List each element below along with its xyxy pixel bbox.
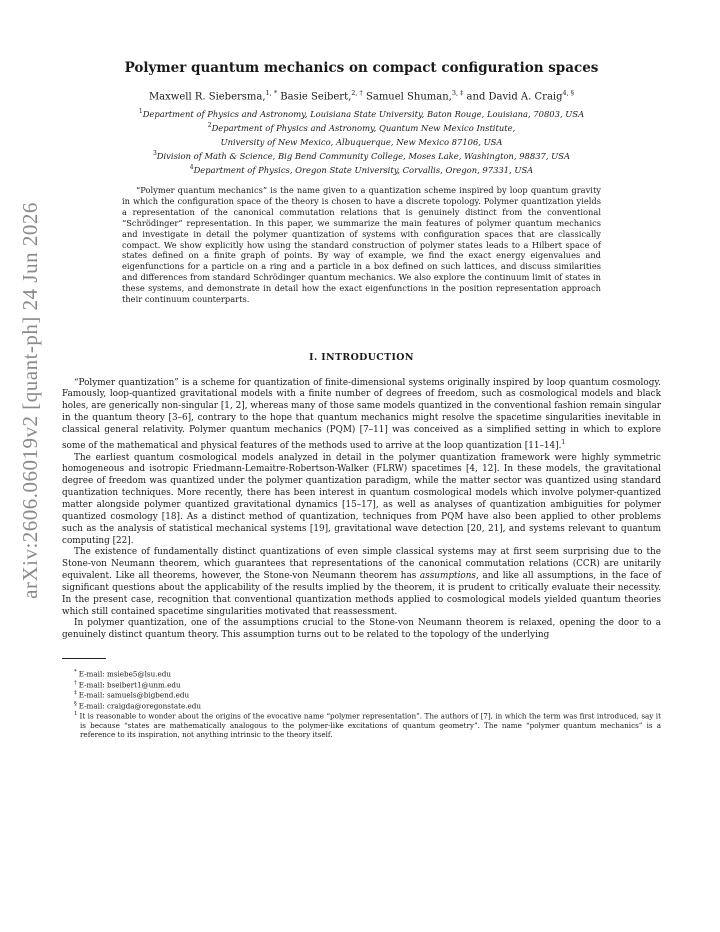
paragraph-text: The existence of fundamentally distinct quantizations of even simple classical systems may at first seem surprising due to the Stone-von Neumann theorem, which guarantees that representations of the canonical commutation relations (CCR) are unitarily equivalent. Like all theorems, however, the Stone-von Neumann theorem has (62, 547, 661, 582)
section-heading-introduction: I. INTRODUCTION (309, 351, 414, 363)
arxiv-identifier: arXiv:2606.06019v2 [quant-ph] 24 Jun 2026 (17, 201, 42, 599)
author-name: Basie Seibert, (280, 91, 352, 103)
affiliation (62, 120, 661, 134)
footnote-text: E-mail: samuels@bigbend.edu (78, 690, 190, 700)
footnote-reference: 1 (561, 438, 566, 446)
affiliation-text: Division of Math & Science, Big Bend Community College, Moses Lake, Washington, 98837, USA (156, 150, 571, 161)
paper-page (62, 60, 661, 739)
affiliation-text: Department of Physics and Astronomy, Louisiana State University, Baton Rouge, Louisiana, 70803, USA (142, 109, 585, 120)
author-mark: 3, ‡ (451, 89, 464, 97)
footnote (62, 668, 661, 679)
footnote-text: E-mail: craigda@oregonstate.edu (78, 701, 202, 711)
author-mark: 2, † (351, 89, 363, 97)
affiliation-text: Department of Physics and Astronomy, Quantum New Mexico Institute, (211, 122, 516, 133)
affiliation-mark: 4 (189, 163, 194, 171)
affiliation (62, 134, 661, 148)
footnote-mark: * (74, 669, 77, 676)
affiliation-mark: 2 (207, 122, 212, 130)
author-list (62, 89, 661, 102)
body-paragraph: The earliest quantum cosmological models analyzed in detail in the polymer quantization framework were highly symmetric homogeneous and isotropic Friedmann-Lemaitre-Robertson-Walker (FLRW) spacetimes [4, 12]. In these models, the gravitational degree of freedom was quantized under the polymer quantization paradigm, while the matter sector was quantized using standard quantization techniques. More recently, there has been interest in quantum cosmological models which involve polymer-quantized matter alongside polymer quantized gravitational dynamics [15–17], as well as analyses of quantization ambiguities for polymer quantized cosmology [18]. As a distinct method of quantization, techniques from PQM have also been applied to other problems such as the analysis of statistical mechanical systems [19], gravitational wave detection [20, 21], and systems relevant to quantum computing [22]. (62, 452, 661, 546)
emphasized-text: assumptions (419, 571, 476, 582)
body-paragraph: In polymer quantization, one of the assumptions crucial to the Stone-von Neumann theorem is relaxed, opening the door to a genuinely distinct quantum theory. This assumption turns out to be related to the topology of the underlying (62, 618, 661, 641)
footnote (62, 700, 661, 711)
footnote-mark: § (74, 700, 77, 707)
affiliation-mark: 3 (152, 149, 157, 157)
footnote (62, 679, 661, 690)
footnote-divider (62, 658, 106, 659)
footnote (62, 710, 661, 739)
footnote-text: It is reasonable to wonder about the origins of the evocative name “polymer representation”. The authors of [7], in which the term was first introduced, say it is because “states are mathematically analogous to the polymer-like excitations of quantum geometry”. The name “polymer quantum mechanics” is a reference to its inspiration, not anything intrinsic to the theory itself. (79, 711, 661, 740)
affiliation-text: Department of Physics, Oregon State University, Corvallis, Oregon, 97331, USA (193, 164, 534, 175)
author-name: Samuel Shuman, (366, 91, 452, 103)
author-name: Maxwell R. Siebersma, (148, 91, 266, 103)
author-mark: 4, § (562, 89, 575, 97)
paragraph-text: “Polymer quantization” is a scheme for quantization of finite-dimensional systems originally inspired by loop quantum cosmology. Famously, loop-quantized gravitational models with a finite number of degrees of freedom, such as cosmological models and black holes, are generically non-singular [1, 2], whereas many of those same models quantized in the conventional fashion remain singular in the quantum theory [3–6], contrary to the hope that quantum mechanics might resolve the spacetime singularities inevitable in classical general relativity. Polymer quantum mechanics (PQM) [7–11] was conceived as a simplified setting in which to explore some of the mathematical and physical features of the methods used to arrive at the loop quantization [11–14]. (62, 377, 661, 451)
arxiv-identifier-sidebar (4, 140, 56, 660)
footnote-mark: ‡ (74, 690, 77, 697)
footnote-text: E-mail: bseibert1@unm.edu (78, 680, 181, 690)
paragraph-text: , and like all assumptions, in the face of significant questions about the applicability of the results implied by the theorem, it is prudent to critically evaluate their necessity. In the present case, recognition that conventional quantization methods applied to cosmological models yielded quantum theories which still contained spacetime singularities motivated that reassessment. (62, 571, 661, 617)
footnote-mark: 1 (74, 711, 78, 718)
paper-title: Polymer quantum mechanics on compact configuration spaces (124, 60, 599, 76)
author-name: and David A. Craig (466, 91, 563, 103)
footnote-mark: † (74, 679, 77, 686)
affiliation (62, 162, 661, 176)
footnote-text: E-mail: msiebe5@lsu.edu (78, 669, 172, 679)
affiliation (62, 106, 661, 120)
body-paragraph (62, 378, 661, 453)
affiliation (62, 148, 661, 162)
footnote (62, 689, 661, 700)
affiliation-mark: 1 (138, 108, 143, 116)
affiliation-text: University of New Mexico, Albuquerque, New Mexico 87106, USA (220, 136, 503, 147)
body-paragraph (62, 547, 661, 618)
abstract: “Polymer quantum mechanics” is the name given to a quantization scheme inspired by loop quantum gravity in which the configuration space of the theory is chosen to have a discrete topology. Polymer quantization yields a representation of the canonical commutation relations that is genuinely distinct from the conventional “Schrödinger” representation. In this paper, we summarize the main features of polymer quantum mechanics and investigate in detail the polymer quantization of systems with configuration spaces that are classically compact. We show explicitly how using the standard construction of polymer states leads to a Hilbert space of states defined on a finite graph of points. By way of example, we find the exact energy eigenvalues and eigenfunctions for a particle on a ring and a particle in a box defined on such lattices, and discuss similarities and differences from standard Schrödinger quantum mechanics. We also explore the continuum limit of states in these systems, and demonstrate in detail how the exact eigenfunctions in the position representation approach their continuum counterparts. (122, 185, 601, 304)
author-mark: 1, * (265, 89, 278, 97)
